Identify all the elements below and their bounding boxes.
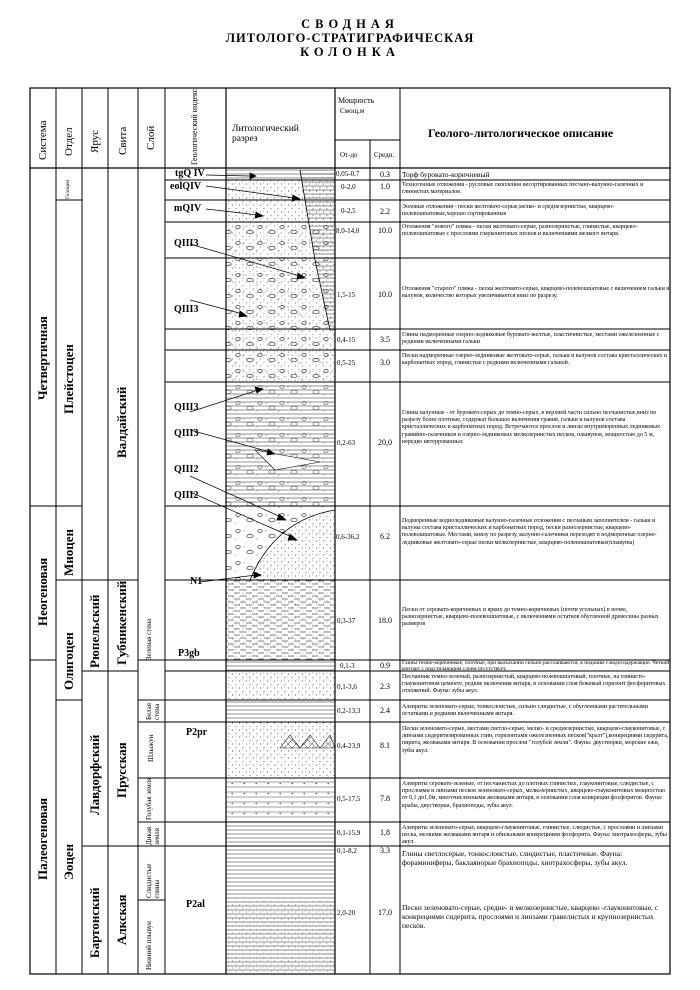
index-qiii2-b: QIII2	[174, 490, 199, 501]
suite-prusskaya: Прусская	[114, 742, 129, 798]
range-12: 0,2-13,3	[337, 707, 361, 715]
header-description: Геолого-литологическое описание	[428, 126, 614, 140]
range-17: 2,0-20	[337, 909, 356, 917]
desc-6: Пески надморенные озерно-ледниковые желтовато-серые, гальки и валунов состава кристаллических и карбонатных пород, глинистые с редкими включенными галькой.	[402, 353, 668, 367]
range-7: 0,2-63	[337, 439, 356, 447]
layer-mica-clays: Слюдистые глины	[145, 863, 161, 898]
desc-15: Алевриты зеленовато-серые, кварцево-глауконитовые, глинистые, слюдистые, с прослоями и линзами песка, мелкими желваками янтаря и обильными конкрециями фосфорита. Фауна: хиотрахосферы, зубы акул.	[402, 825, 667, 846]
range-9: 0,3-37	[337, 617, 356, 625]
range-1: 0-2,0	[341, 183, 356, 191]
title-line-1: СВОДНАЯ	[301, 17, 399, 31]
index-qiii3-b: QIII3	[174, 304, 199, 315]
range-10: 0,1-3	[340, 662, 355, 670]
avg-0: 0.3	[380, 170, 390, 179]
system-quaternary: Четвертичная	[35, 316, 50, 400]
desc-14: Алевриты серовато-зеленые, от песчанистых до плотных глинистых, глауконитовые, слюдистые, с прослоями и линзами песков зеленовато-серых, мелкозернистых, кварцево-глауконитовых мощностью от 0,1 до1,0м, многочисленными желваками янтаря, в основании слоя конкреции фосфоритов. Фауна: крабы, двустворки, брахиоподы, зубы акул.	[402, 781, 666, 809]
avg-2: 2.2	[380, 207, 390, 216]
index-qiii3-d: QIII3	[174, 428, 199, 439]
avg-8: 6.2	[380, 532, 390, 541]
index-qiii2-a: QIII2	[174, 464, 199, 475]
avg-12: 2.4	[380, 706, 390, 715]
desc-4: Отложения "старого" пляжа - пески желтовато-серые, кварцево-полевошпатовые с включением гальки и валунов, количество которых увеличивается вниз по разрезу.	[402, 286, 670, 300]
desc-11: Песчанник темно-зеленый, разнозернистый, кварцево-полевошпатовый, плотные, на глинисто-глауконитовом цементе, редкие включения янтаря, в основании слоя бежевый горизонт фосфоритовых отложений. Фауна: зубы акул.	[402, 674, 666, 695]
department-oligocene: Олигоцен	[61, 632, 76, 690]
desc-17: Пески зеленовато-серые, средне- и мелкозернистые, кварцево -глауконитовые, с конкрециями сидерита, прослоями и линзами гравелистых и крупнозернистых песков.	[402, 903, 659, 930]
layer-white-wall: Белая стена	[145, 703, 161, 720]
header-system: Система	[37, 120, 49, 160]
stage-rupelian: Рюпельский	[87, 594, 102, 668]
header-litho: Литологический разрез	[232, 124, 299, 144]
desc-10: Глины темно-коричневые, плотные, при высыхании сильно расслаиваются, в подошве слюдосодержащие. Четкий контакт с подстилающим слоем отсутствует.	[402, 660, 670, 672]
header-average: Средн.	[374, 151, 395, 159]
system-paleogene: Палеогеновая	[35, 797, 50, 880]
range-0: 0,05-0,7	[336, 170, 360, 178]
header-thickness: Мощность	[338, 96, 375, 105]
index-p2al: P2al	[186, 899, 205, 910]
avg-9: 18.0	[378, 616, 392, 625]
desc-0: Торф буровато-коричневый	[402, 170, 490, 179]
range-2: 0-2,5	[341, 207, 356, 215]
range-5: 0,4-15	[337, 336, 356, 344]
stage-bartonian: Бартонский	[87, 887, 102, 958]
avg-17: 17.0	[378, 908, 392, 917]
title-line-3: КОЛОНКА	[300, 45, 400, 59]
range-14: 0,5-17,5	[337, 795, 361, 803]
avg-14: 7.8	[380, 794, 390, 803]
suite-gubnikenskaya: Губникенский	[114, 580, 129, 665]
system-neogene: Неогеновая	[35, 557, 50, 626]
avg-6: 3.0	[380, 358, 390, 367]
range-11: 0,1-3,6	[337, 683, 357, 691]
desc-13: Пески зеленовато-серые, местами светло-серые, мелко- и среднезернистые, кварцево-глауконитовые, с линзами сидеритизированных глин, горизонтами ожелезненных песков("кразт"),конкрециями сидерита, пирита, желваками янтаря. В основании прослои "голубой земли". Фауна: двустворки, морские ежи, зубы акул.	[402, 726, 669, 754]
desc-2: Эоловые отложения - пески желтовато-серые,мелко- и среднезернистые, кварцево-полевошпатовые,хорошо сортированные	[402, 204, 614, 218]
avg-7: 20,0	[378, 438, 392, 447]
desc-8: Подморенные водноледниковые валунно-галечные отложения с песчаным заполнителем - гальки и валуны состава кристаллических и карбонатных пород, пески разнозернистые, кварцево-полевошпатовые. Местами, книзу по разрезу, валунно-галечники переходят в подморенные озерно-ледниковые желтовато-серые пески мелкозернистые, кварцево-полевошпатовые(плывуны)	[402, 518, 657, 546]
layer-lower-quicksand: Нижний плывун	[145, 921, 153, 970]
index-mq: mQIV	[174, 203, 202, 214]
header-stage: Ярус	[89, 129, 101, 153]
desc-9: Пески от серовато-коричневых и ярких до темно-коричневых (почти угольных) в почве, разнозернистые, кварцево-полевошпатовые, с включениями остатков обугленной древесины разных размеров	[402, 607, 659, 628]
department-eocene: Эоцен	[61, 843, 76, 880]
range-15: 0,1-15,9	[337, 829, 361, 837]
range-16: 0,1-8,2	[337, 847, 357, 855]
department-miocene: Миоцен	[61, 528, 76, 576]
title-line-2: ЛИТОЛОГО-СТРАТИГРАФИЧЕСКАЯ	[225, 31, 475, 45]
index-p3gb: P3gb	[178, 648, 200, 659]
range-8: 0,6-36,2	[336, 533, 360, 541]
index-qiii3-c: QIII3	[174, 402, 199, 413]
desc-5: Глины надморенные озерно-ледниковые буровато-желтые, пластичнистые, местами ожелезненные с редкими включенными гальки	[402, 332, 660, 346]
avg-13: 8.1	[380, 741, 390, 750]
desc-3: Отложения "нового" пляжа - пески желтовато-серые, разнозернистые, глинистые, кварцево-полевошпатовые с прослоями глауконитовых песков и включениями мелкого янтаря.	[402, 224, 638, 238]
suite-valdai: Валдайский	[114, 386, 129, 458]
header-layer: Слой	[145, 125, 157, 150]
avg-11: 2.3	[380, 682, 390, 691]
index-n1: N1	[190, 576, 203, 587]
desc-12: Алевриты зеленовато-серые, тонкослоистые, сильно слюдистые, с обугленными растительными остатками и редкими включенными янтаря.	[402, 704, 648, 718]
header-geo-index: Геологический индекс	[190, 88, 199, 165]
desc-7: Глины валунные - от буровато-серых до темно-серых, в верхней части сильно песчанистые,вниз по разрезу более плотные, содержат большое включения гравия, гальки и валунов состава кристаллических и карбонатных пород. Встречаются прослои и линзы внутриморенных ледниковых гравийно-галечников и озерно-ледниковых мелкозернистых песков, плывунов, мощностью до 5 м, нередко иктеррованных	[402, 410, 661, 445]
layer-shlyzhun: Шлыжун	[147, 734, 155, 762]
layer-blue-earth: Голубая земля	[145, 777, 153, 820]
desc-1: Техногенные отложения - русловые скопления несортированных песчано-валунно-галечных и глинистых материалов.	[402, 182, 644, 196]
desc-16: Глины светлосерые, тонкослоистые, слюдистые, пластичные. Фауна: фораминиферы, баклаянорые брахиоподы, хиотрахосферы, зубы акул.	[402, 849, 628, 867]
avg-4: 10.0	[378, 290, 392, 299]
header-from-to: От-до	[340, 151, 358, 159]
index-qiii3-a: QIII3	[174, 238, 199, 249]
header-suite: Свита	[117, 126, 129, 155]
avg-5: 3.5	[380, 335, 390, 344]
avg-10: 0.9	[380, 661, 390, 670]
department-holocene: Голоцен	[65, 179, 71, 199]
avg-16: 3.3	[380, 846, 390, 855]
range-6: 0,5-25	[337, 359, 356, 367]
suite-alkskaya: Алкская	[114, 894, 129, 945]
lithology-column	[226, 168, 335, 974]
layer-wild-earth: Дикая земля	[145, 826, 161, 845]
index-p2pr: P2pr	[186, 727, 208, 738]
range-3: 8,0-14,0	[336, 227, 360, 235]
index-tgq: tgQ IV	[175, 168, 205, 179]
header-department: Отдел	[63, 127, 75, 156]
index-eolq: eolQIV	[170, 181, 202, 192]
stage-lavdorf: Лавдорфский	[87, 734, 102, 815]
range-13: 0,4-23,9	[337, 742, 361, 750]
avg-3: 10.0	[378, 226, 392, 235]
range-4: 1,5-15	[337, 291, 356, 299]
department-pleistocene: Плейстоцен	[61, 344, 76, 414]
header-thickness-unit: Смощ,м	[340, 107, 365, 115]
avg-1: 1.0	[380, 182, 390, 191]
layer-green-wall: Зеленая стена	[145, 618, 153, 660]
avg-15: 1,8	[380, 828, 390, 837]
